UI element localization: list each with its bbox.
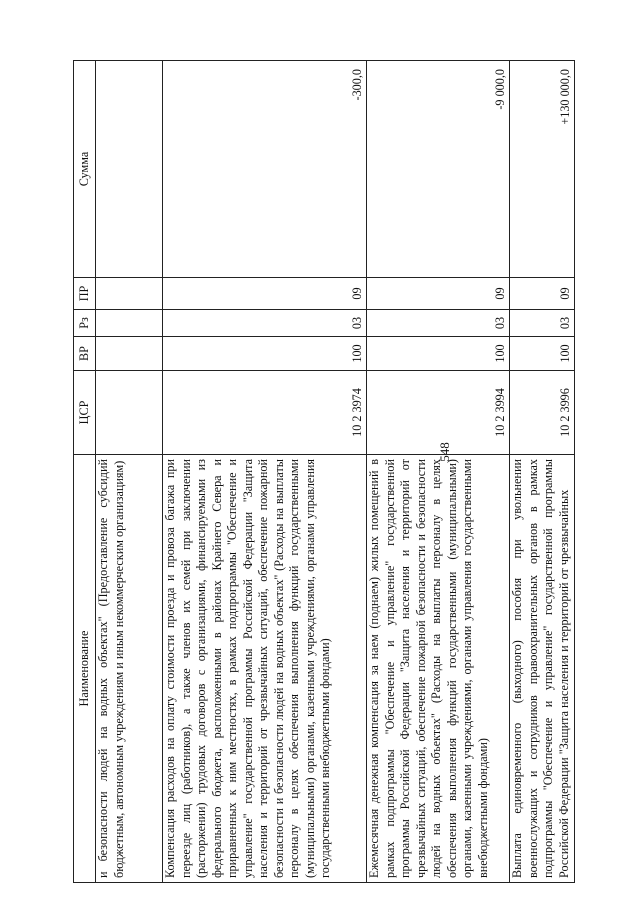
header-sum: Сумма (74, 61, 96, 278)
row-sum: -9 000,0 (367, 61, 510, 278)
row-name: и безопасности людей на водных объектах" (Предоставление субсидий бюджетным, автономным учреждениям и иным некоммерческим организациям) (96, 455, 163, 883)
row-pr: 09 (163, 278, 367, 310)
table-row (96, 61, 163, 883)
row-csr (96, 371, 163, 455)
row-vr: 100 (367, 337, 510, 371)
row-pr: 09 (510, 278, 575, 310)
header-rz: Рз (74, 310, 96, 337)
row-pr (96, 278, 163, 310)
row-rz (96, 310, 163, 337)
header-name: Наименование (74, 455, 96, 883)
table-header-row (74, 61, 96, 883)
row-name: Ежемесячная денежная компенсация за наем (поднаем) жилых помещений в рамках подпрограммы "Обеспечение и управление" государственной программы Российской Федерации "Защита населения и территорий от чрезвычайных ситуаций, обеспечение пожарной безопасности и безопасности людей на водных объектах" (Расходы на выплаты персоналу в целях обеспечения выполнения функций государственными (муниципальными) органами, казенными учреждениями, органами управления государственными внебюджетными фондами) (367, 455, 510, 883)
row-sum (96, 61, 163, 278)
header-pr: ПР (74, 278, 96, 310)
row-vr: 100 (510, 337, 575, 371)
row-rz: 03 (367, 310, 510, 337)
row-rz: 03 (163, 310, 367, 337)
budget-table (73, 60, 575, 883)
budget-table-container (73, 61, 609, 883)
row-pr: 09 (367, 278, 510, 310)
header-vr: ВР (74, 337, 96, 371)
row-rz: 03 (510, 310, 575, 337)
row-sum: +130 000,0 (510, 61, 575, 278)
table-row (367, 61, 510, 883)
row-name: Выплата единовременного (выходного) пособия при увольнении военнослужащих и сотрудников правоохранительных органов в рамках подпрограммы "Обеспечение и управление" государственной программы Российской Федерации "Защита населения и территорий от чрезвычайных (510, 455, 575, 883)
row-sum: -300,0 (163, 61, 367, 278)
row-vr: 100 (163, 337, 367, 371)
header-csr: ЦСР (74, 371, 96, 455)
row-vr (96, 337, 163, 371)
table-row (510, 61, 575, 883)
row-csr: 10 2 3996 (510, 371, 575, 455)
row-csr: 10 2 3974 (163, 371, 367, 455)
row-csr: 10 2 3994 (367, 371, 510, 455)
page-number: 548 (437, 442, 452, 462)
row-name: Компенсация расходов на оплату стоимости проезда и провоза багажа при переезде лиц (работников), а также членов их семей при заключении (расторжении) трудовых договоров с организациями, финансируемыми из федерального бюджета, расположенными в районах Крайнего Севера и приравненных к ним местностях, в рамках подпрограммы "Обеспечение и управление" государственной программы Российской Федерации "Защита населения и территорий от чрезвычайных ситуаций, обеспечение пожарной безопасности и безопасности людей на водных объектах" (Расходы на выплаты персоналу в целях обеспечения выполнения функций государственными (муниципальными) органами, казенными учреждениями, органами управления государственными внебюджетными фондами) (163, 455, 367, 883)
table-row (163, 61, 367, 883)
